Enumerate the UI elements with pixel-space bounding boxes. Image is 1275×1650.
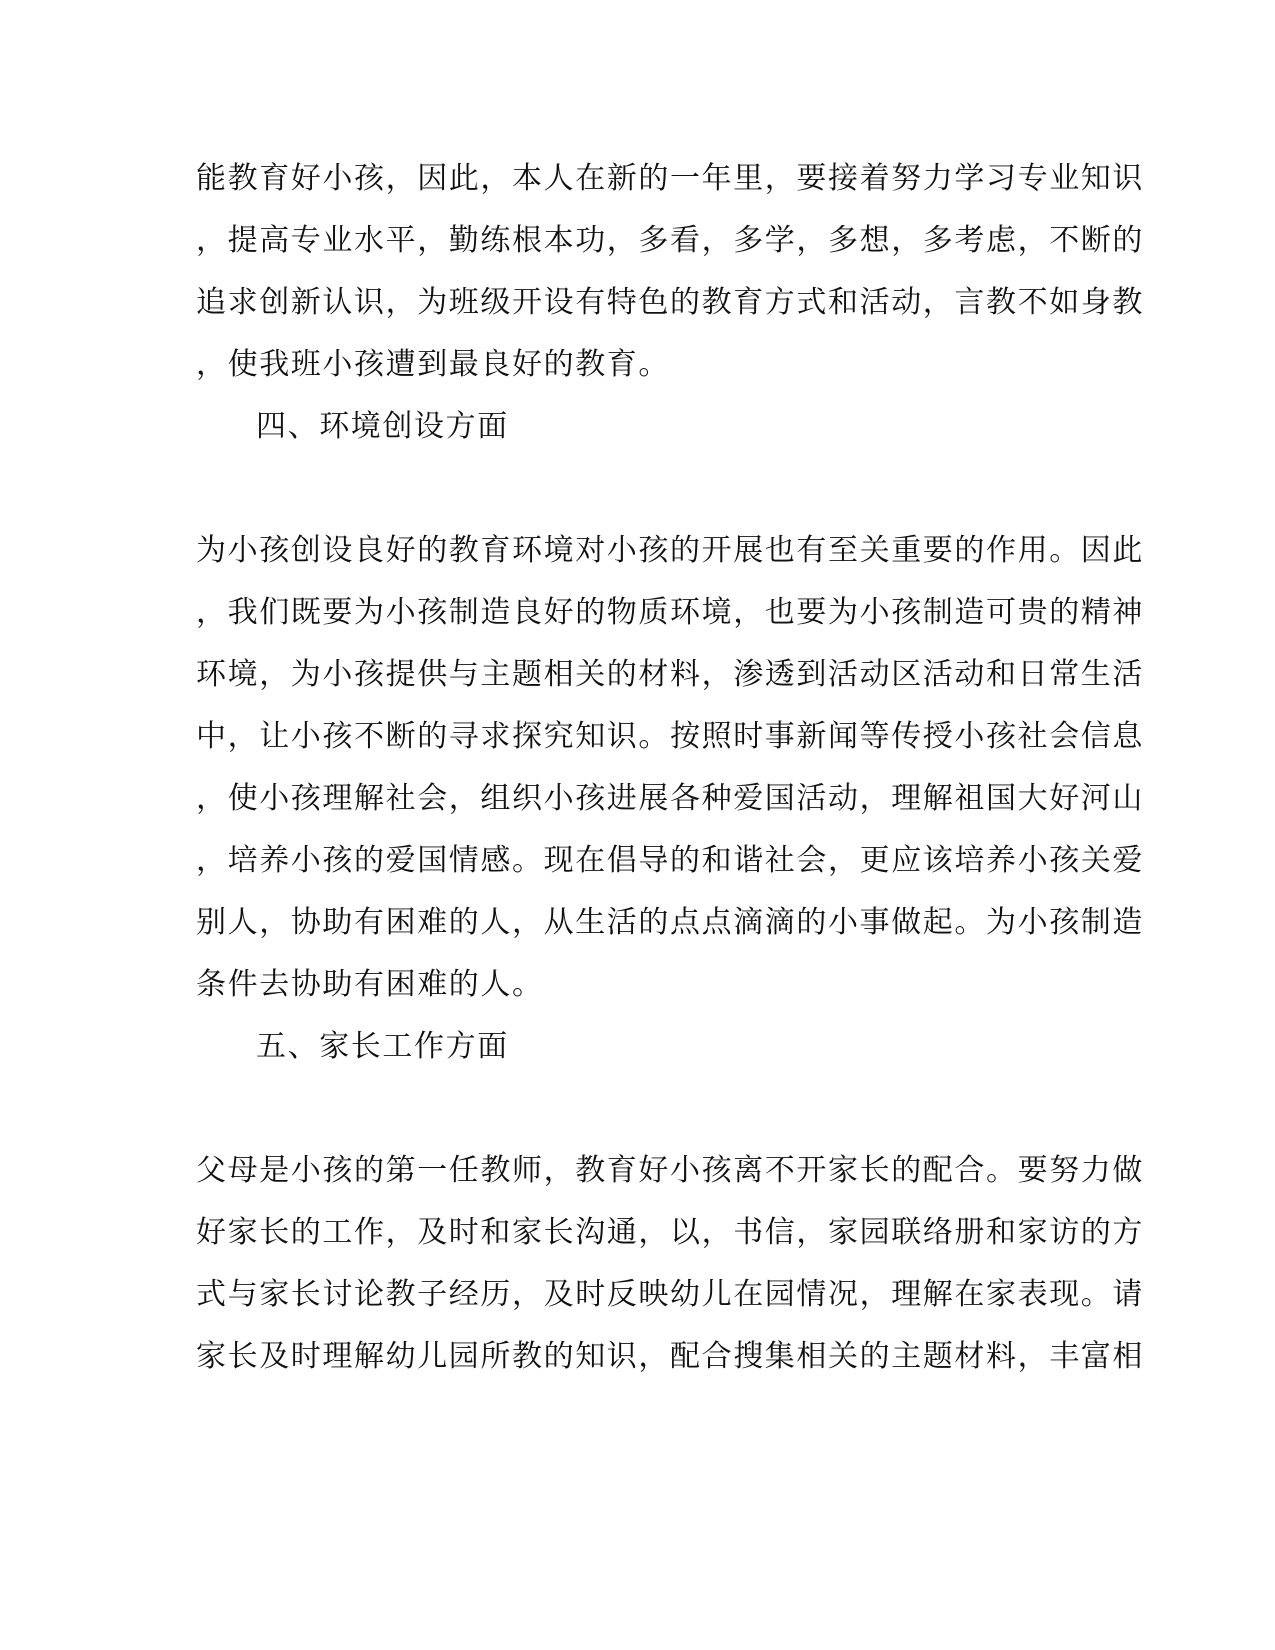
paragraph-2-line-3: 环境，为小孩提供与主题相关的材料，渗透到活动区活动和日常生活: [196, 657, 1144, 692]
paragraph-1-line-1: 能教育好小孩，因此，本人在新的一年里，要接着努力学习专业知识: [196, 161, 1144, 196]
paragraph-2-line-5: ，使小孩理解社会，组织小孩进展各种爱国活动，理解祖国大好河山: [196, 781, 1144, 816]
paragraph-2-line-8: 条件去协助有困难的人。: [196, 967, 544, 1002]
paragraph-2-line-6: ，培养小孩的爱国情感。现在倡导的和谐社会，更应该培养小孩关爱: [196, 843, 1144, 878]
paragraph-3-line-1: 父母是小孩的第一任教师，教育好小孩离不开家长的配合。要努力做: [196, 1153, 1144, 1188]
paragraph-2-line-1: 为小孩创设良好的教育环境对小孩的开展也有至关重要的作用。因此: [196, 533, 1144, 568]
section-heading-environment: 四、环境创设方面: [256, 409, 509, 444]
paragraph-3-line-3: 式与家长讨论教子经历，及时反映幼儿在园情况，理解在家表现。请: [196, 1277, 1144, 1312]
paragraph-2-line-2: ，我们既要为小孩制造良好的物质环境，也要为小孩制造可贵的精神: [196, 595, 1144, 630]
paragraph-3-line-2: 好家长的工作，及时和家长沟通，以，书信，家园联络册和家访的方: [196, 1215, 1144, 1250]
paragraph-3-line-4: 家长及时理解幼儿园所教的知识，配合搜集相关的主题材料，丰富相: [196, 1339, 1144, 1374]
paragraph-1-line-2: ，提高专业水平，勤练根本功，多看，多学，多想，多考虑，不断的: [196, 223, 1144, 258]
paragraph-2-line-7: 别人，协助有困难的人，从生活的点点滴滴的小事做起。为小孩制造: [196, 905, 1144, 940]
paragraph-1-line-4: ，使我班小孩遭到最良好的教育。: [196, 347, 670, 382]
paragraph-1-line-3: 追求创新认识，为班级开设有特色的教育方式和活动，言教不如身教: [196, 285, 1144, 320]
paragraph-2-line-4: 中，让小孩不断的寻求探究知识。按照时事新闻等传授小孩社会信息: [196, 719, 1144, 754]
section-heading-parents: 五、家长工作方面: [256, 1029, 509, 1064]
